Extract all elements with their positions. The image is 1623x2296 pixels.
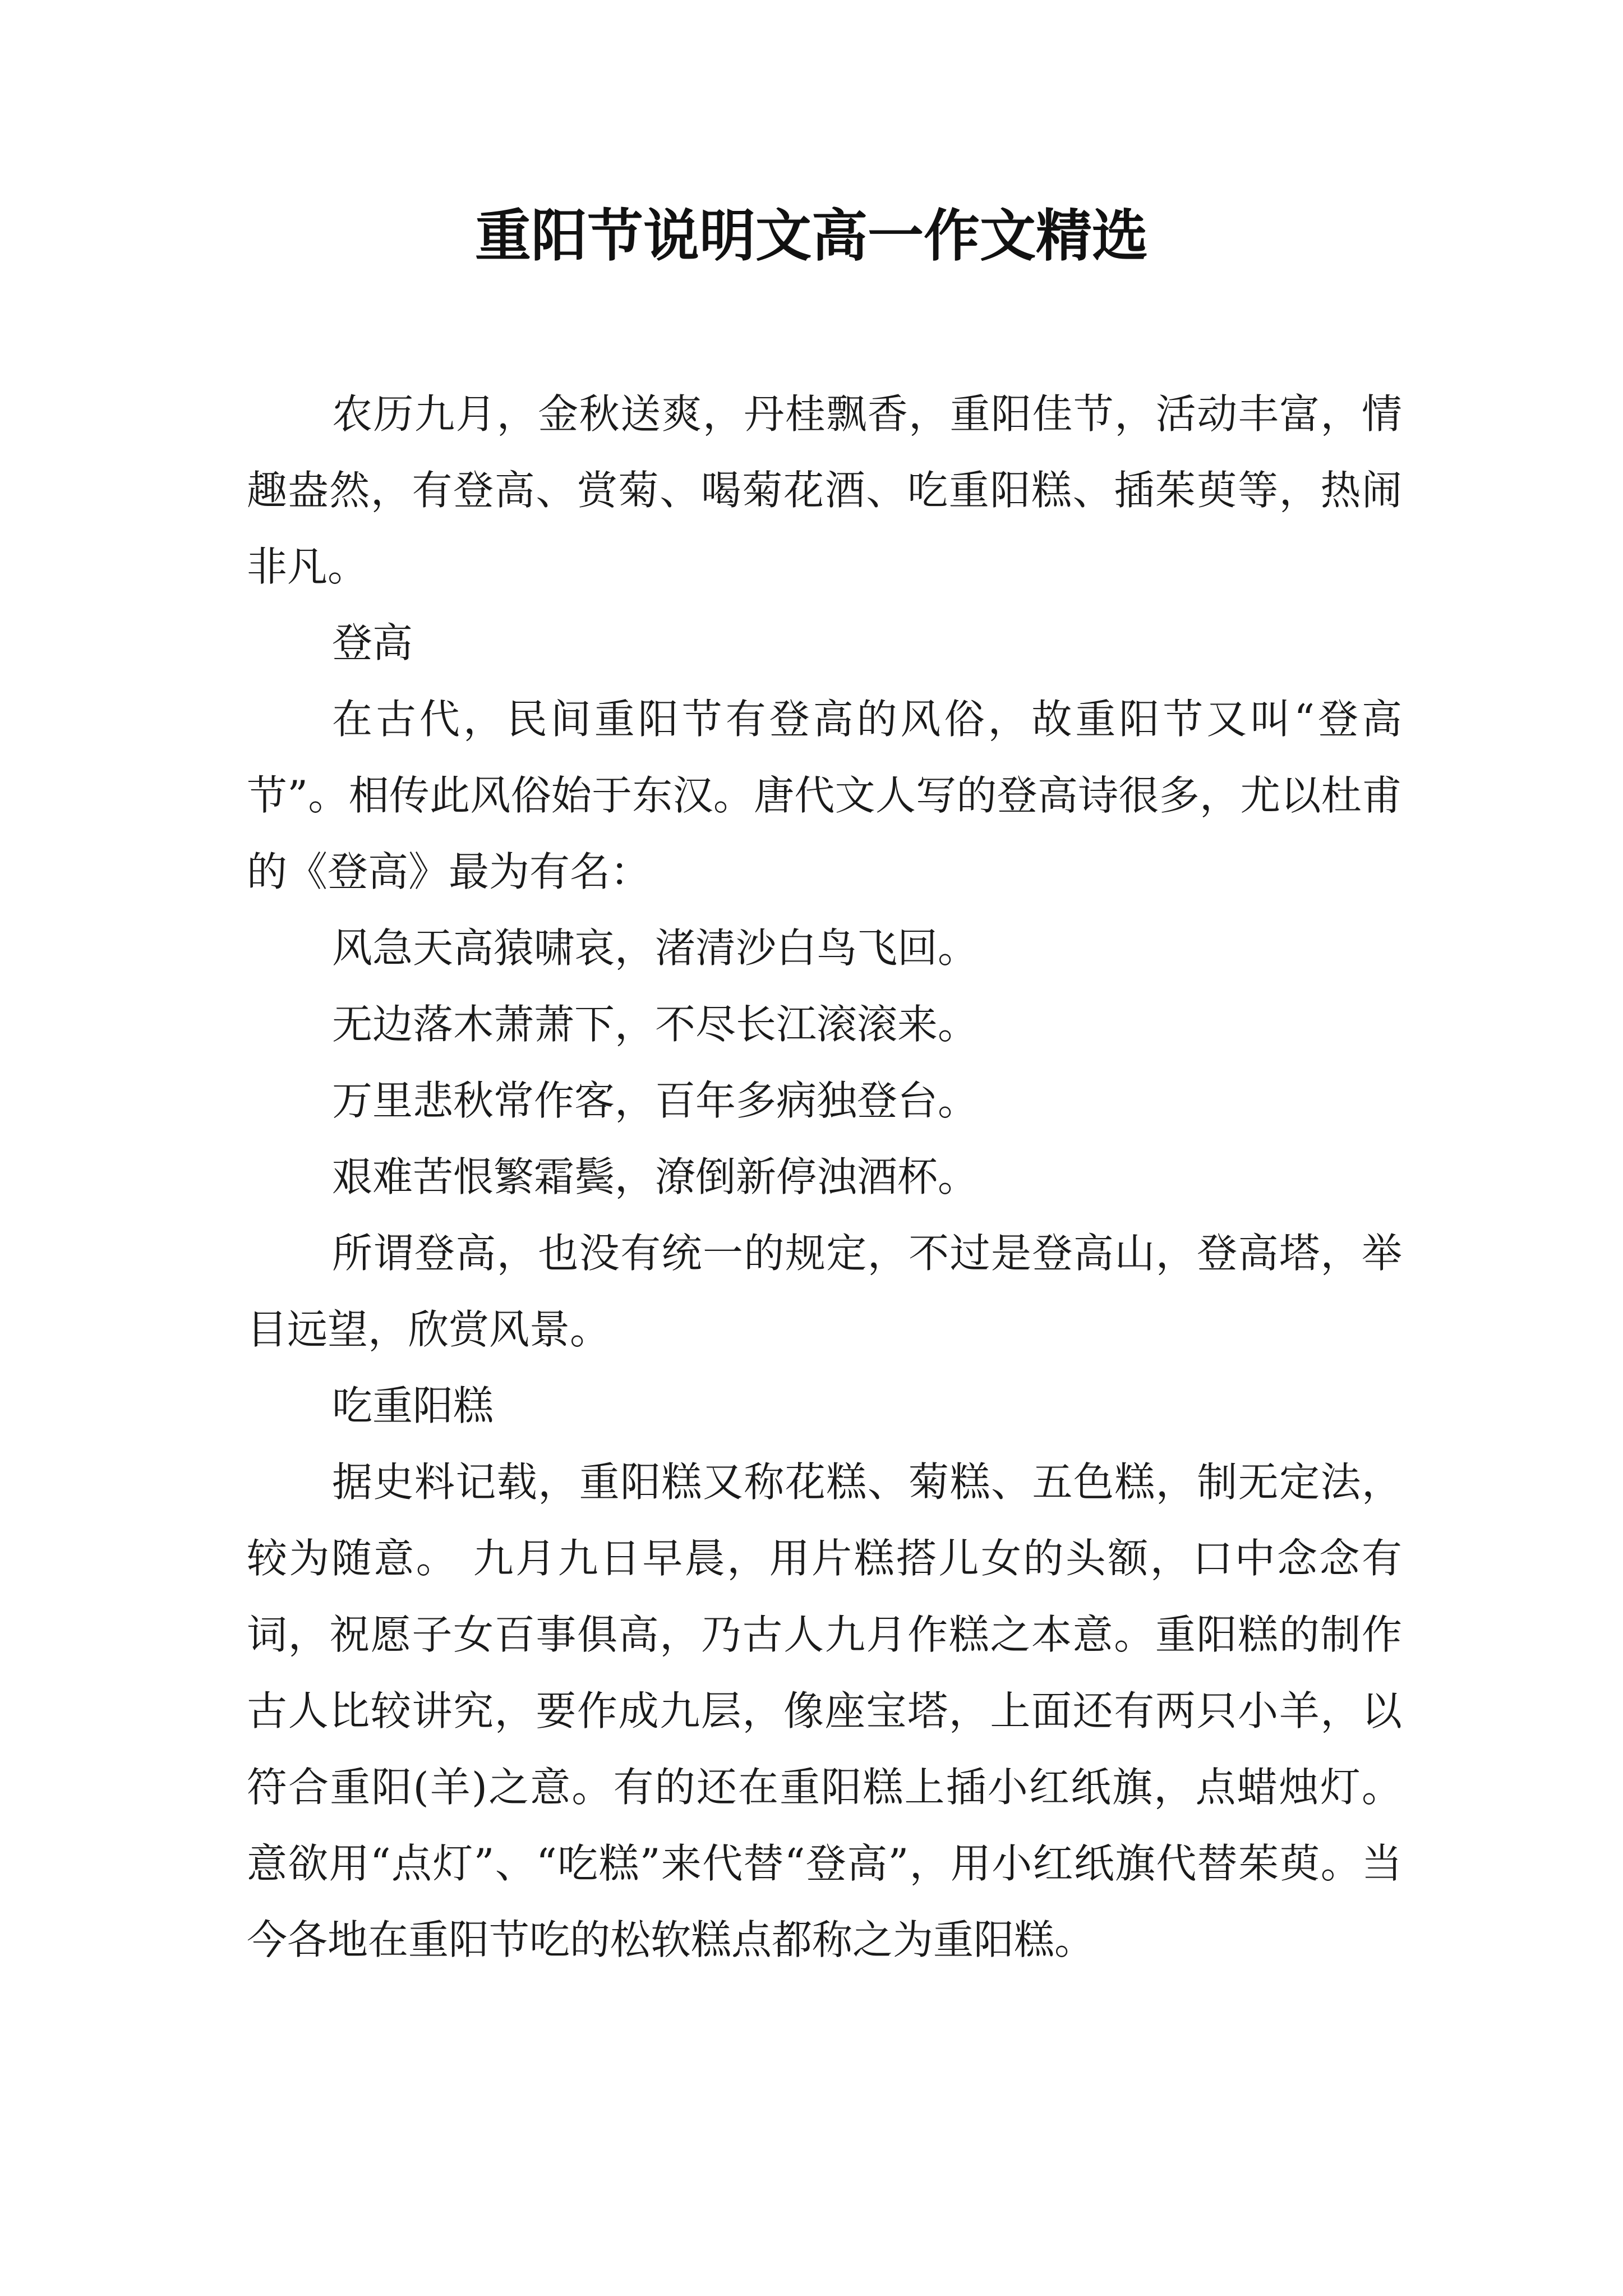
paragraph-denggao: 在古代，民间重阳节有登高的风俗，故重阳节又叫“登高节”。相传此风俗始于东汉。唐代文人写的登高诗很多，尤以杜甫的《登高》最为有名：: [247, 696, 1402, 895]
paragraph-denggao-meaning: 所谓登高，也没有统一的规定，不过是登高山，登高塔，举目远望，欣赏风景。: [247, 1230, 1402, 1353]
poem-line-4: 艰难苦恨繁霜鬓，潦倒新停浊酒杯。: [332, 1153, 979, 1200]
document-body: [247, 376, 1402, 1978]
section-heading-denggao: 登高: [332, 619, 413, 666]
poem-line-2: 无边落木萧萧下，不尽长江滚滚来。: [332, 1001, 979, 1048]
paragraph-chongyanggao: 据史料记载，重阳糕又称花糕、菊糕、五色糕，制无定法，较为随意。 九月九日早晨，用片糕搭儿女的头额，口中念念有词，祝愿子女百事俱高，乃古人九月作糕之本意。重阳糕的制作古人比较讲究，要作成九层，像座宝塔，上面还有两只小羊，以符合重阳(羊)之意。有的还在重阳糕上插小红纸旗，点蜡烛灯。意欲用“点灯”、“吃糕”来代替“登高”，用小红纸旗代替茱萸。当今各地在重阳节吃的松软糕点都称之为重阳糕。: [247, 1458, 1402, 1963]
section-heading-chongyanggao: 吃重阳糕: [332, 1382, 494, 1429]
poem-line-1: 风急天高猿啸哀，渚清沙白鸟飞回。: [332, 924, 979, 972]
document-title: 重阳节说明文高一作文精选: [475, 203, 1148, 269]
poem-line-3: 万里悲秋常作客，百年多病独登台。: [332, 1077, 979, 1124]
paragraph-intro: 农历九月，金秋送爽，丹桂飘香，重阳佳节，活动丰富，情趣盎然，有登高、赏菊、喝菊花酒、吃重阳糕、插茱萸等，热闹非凡。: [247, 390, 1402, 590]
